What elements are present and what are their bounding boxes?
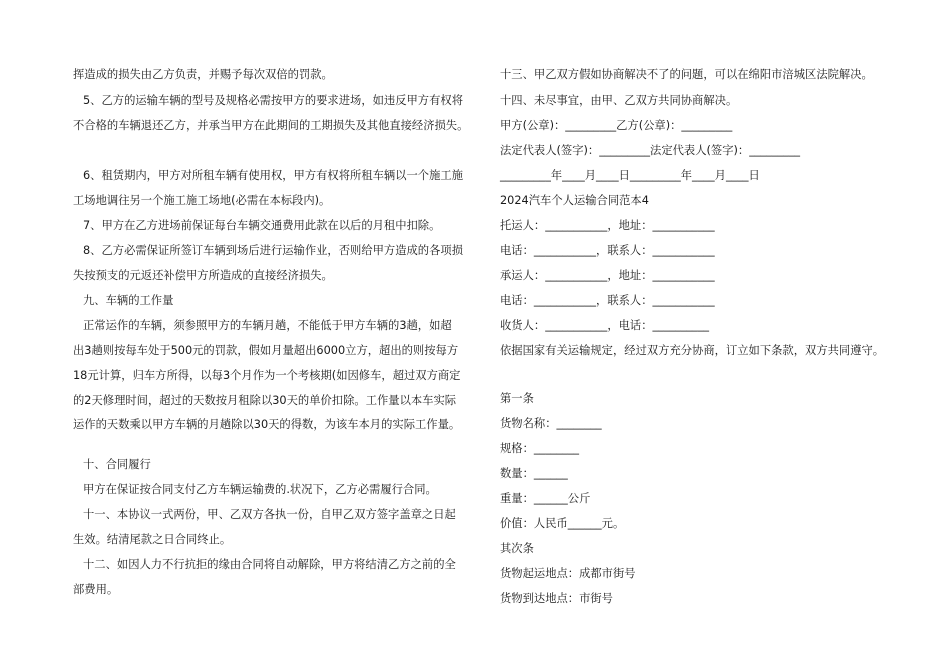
text-line: 不合格的车辆退还乙方，并承当甲方在此期间的工期损失及其他直接经济损失。 <box>73 119 469 132</box>
text-line: 运作的天数乘以甲方车辆的月趟除以30天的得数，为该车本月的实际工作量。 <box>73 418 461 431</box>
text-line: 5、乙方的运输车辆的型号及规格必需按甲方的要求进场，如违反甲方有权将 <box>83 94 463 107</box>
text-line: 的2天修理时间，超过的天数按月租除以30天的单价扣除。工作量以本车实际 <box>73 394 457 407</box>
form-line: 电话：___________，联系人：___________ <box>500 244 715 257</box>
section-heading: 十、合同履行 <box>83 458 151 471</box>
form-line: 数量：______ <box>500 467 568 480</box>
form-line: 货物名称：________ <box>500 417 602 430</box>
text-line: 失按预支的元返还补偿甲方所造成的直接经济损失。 <box>73 269 333 282</box>
text-line: 十三、甲乙双方假如协商解决不了的问题，可以在绵阳市涪城区法院解决。 <box>500 68 873 81</box>
section-heading: 九、车辆的工作量 <box>83 294 174 307</box>
form-line: 收货人：___________，电话：__________ <box>500 319 709 332</box>
section-heading: 第一条 <box>500 392 534 405</box>
text-line: 8、乙方必需保证所签订车辆到场后进行运输作业，否则给甲方造成的各项损 <box>83 244 463 257</box>
text-line: 十一、本协议一式两份，甲、乙双方各执一份，自甲乙双方签字盖章之日起 <box>83 508 456 521</box>
text-line: 甲方在保证按合同支付乙方车辆运输费的.状况下，乙方必需履行合同。 <box>83 483 437 496</box>
form-line: 电话：___________，联系人：___________ <box>500 294 715 307</box>
text-line: 十四、未尽事宜，由甲、乙双方共同协商解决。 <box>500 94 738 107</box>
signature-line: 法定代表人(签字)：_________法定代表人(签字)：_________ <box>500 144 801 157</box>
text-line: 出3趟则按每车处于500元的罚款，假如月量超出6000立方，超出的则按每方 <box>73 344 459 357</box>
document-title: 2024汽车个人运输合同范本4 <box>500 194 649 207</box>
form-line: 货物到达地点：市街号 <box>500 592 613 605</box>
date-line: _________年____月____日_________年____月____日 <box>500 169 760 182</box>
text-line: 部费用。 <box>73 583 119 596</box>
form-line: 货物起运地点：成都市街号 <box>500 567 636 580</box>
form-line: 承运人：___________，地址：___________ <box>500 269 715 282</box>
section-heading: 其次条 <box>500 542 534 555</box>
text-line: 挥造成的损失由乙方负责，并赐予每次双倍的罚款。 <box>73 68 333 81</box>
signature-line: 甲方(公章)：_________乙方(公章)：_________ <box>500 119 733 132</box>
form-line: 托运人：___________，地址：___________ <box>500 219 715 232</box>
form-line: 规格：________ <box>500 442 580 455</box>
text-line: 十二、如因人力不行抗拒的缘由合同将自动解除，甲方将结清乙方之前的全 <box>83 558 456 571</box>
text-line: 6、租赁期内，甲方对所租车辆有使用权，甲方有权将所租车辆以一个施工施 <box>83 169 463 182</box>
text-line: 7、甲方在乙方进场前保证每台车辆交通费用此款在以后的月租中扣除。 <box>83 219 441 232</box>
text-line: 工场地调往另一个施工施工场地(必需在本标段内)。 <box>73 194 331 207</box>
text-line: 依据国家有关运输规定，经过双方充分协商，订立如下条款，双方共同遵守。 <box>500 344 885 357</box>
text-line: 正常运作的车辆，须参照甲方的车辆月趟，不能低于甲方车辆的3趟，如超 <box>83 319 452 332</box>
text-line: 18元计算，归车方所得，以每3个月作为一个考核期(如因修车，超过双方商定 <box>73 369 461 382</box>
form-line: 重量：______公斤 <box>500 492 591 505</box>
text-line: 生效。结清尾款之日合同终止。 <box>73 533 232 546</box>
form-line: 价值：人民币______元。 <box>500 517 625 530</box>
